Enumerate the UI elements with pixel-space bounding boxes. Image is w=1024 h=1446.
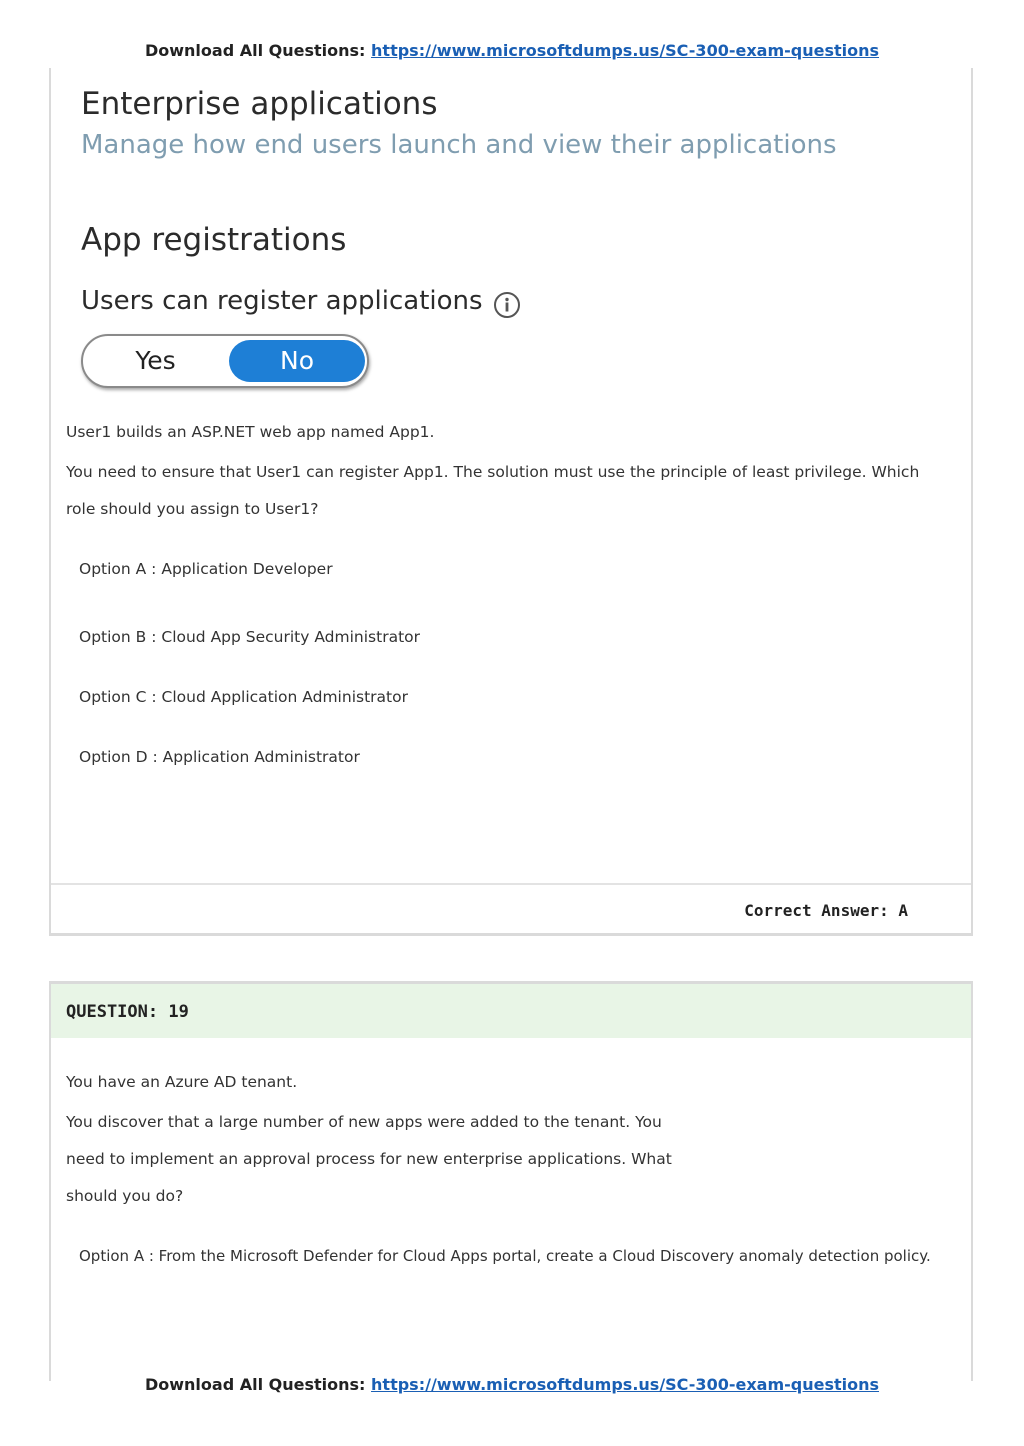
download-label: Download All Questions: xyxy=(144,1375,366,1394)
question-number: QUESTION: 19 xyxy=(66,1002,189,1022)
embedded-screenshot xyxy=(79,86,899,396)
q18-statement-2-line1: You need to ensure that User1 can register App1. The solution must use the principle of least privilege. Which xyxy=(66,463,920,481)
q18-statement-1: User1 builds an ASP.NET web app named App1. xyxy=(66,423,435,441)
download-bar-bottom xyxy=(0,1375,1024,1394)
q19-statement-2-line3: should you do? xyxy=(66,1187,184,1205)
answer-divider xyxy=(51,883,971,885)
q19-statement-2-line1: You discover that a large number of new apps were added to the tenant. You xyxy=(66,1113,662,1131)
q19-option-a[interactable]: Option A : From the Microsoft Defender for Cloud Apps portal, create a Cloud Discovery anomaly detection policy. xyxy=(79,1247,931,1265)
question-card-18 xyxy=(49,68,973,936)
download-bar-top xyxy=(0,41,1024,60)
toggle-no-option[interactable]: No xyxy=(229,340,365,382)
download-label: Download All Questions: xyxy=(144,41,366,60)
screenshot-title: Enterprise applications xyxy=(81,86,438,122)
q18-option-b[interactable]: Option B : Cloud App Security Administrator xyxy=(79,628,421,646)
q18-option-d[interactable]: Option D : Application Administrator xyxy=(79,748,360,766)
correct-answer: Correct Answer: A xyxy=(744,901,908,920)
toggle-yes-option[interactable]: Yes xyxy=(135,346,176,375)
q19-statement-1: You have an Azure AD tenant. xyxy=(66,1073,298,1091)
info-icon xyxy=(493,291,521,319)
download-link[interactable]: https://www.microsoftdumps.us/SC-300-exam-questions xyxy=(371,1375,880,1394)
setting-label: Users can register applications xyxy=(81,286,483,316)
question-header xyxy=(51,984,971,1038)
register-apps-toggle[interactable] xyxy=(81,334,369,388)
q18-option-c[interactable]: Option C : Cloud Application Administrator xyxy=(79,688,408,706)
screenshot-section: App registrations xyxy=(81,222,347,258)
download-link[interactable]: https://www.microsoftdumps.us/SC-300-exam-questions xyxy=(371,41,880,60)
question-card-19 xyxy=(49,981,973,1381)
q19-statement-2-line2: need to implement an approval process for new enterprise applications. What xyxy=(66,1150,672,1168)
screenshot-subtitle: Manage how end users launch and view their applications xyxy=(81,130,837,160)
q18-statement-2-line2: role should you assign to User1? xyxy=(66,500,319,518)
q18-option-a[interactable]: Option A : Application Developer xyxy=(79,560,333,578)
